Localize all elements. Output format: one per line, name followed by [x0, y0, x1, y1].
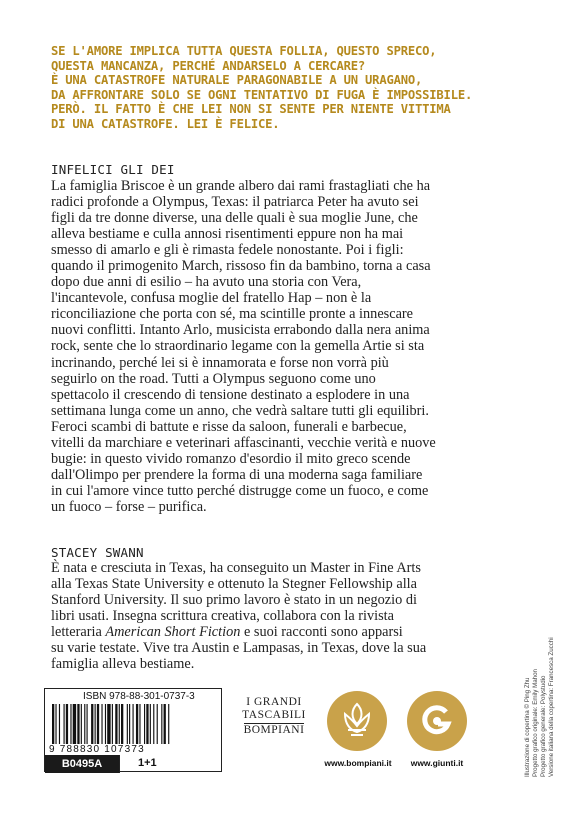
series-line: BOMPIANI: [243, 724, 305, 736]
synopsis-title: INFELICI GLI DEI: [51, 162, 175, 177]
edition-code: 1+1: [119, 755, 223, 773]
synopsis-body: [51, 178, 491, 515]
synopsis-line: bugie: in questo vivido romanzo d'esordio il mito greco scende: [51, 450, 411, 467]
synopsis-line: vitelli da marchiare e veterinari affascinanti, vecchie verità e nuove: [51, 434, 436, 451]
giunti-url: www.giunti.it: [410, 758, 464, 768]
quote-line: DI UNA CATASTROFE. LEI È FELICE.: [51, 116, 280, 131]
author-bio: [51, 560, 491, 672]
credit-line: Versione italiana della copertina: Francesca Zucchi: [548, 637, 555, 777]
quote-line: QUESTA MANCANZA, PERCHÉ ANDARSELO A CERCARE?: [51, 58, 366, 73]
isbn-box: [44, 688, 222, 772]
author-title: STACEY SWANN: [51, 545, 144, 560]
isbn-number: ISBN 978-88-301-0737-3: [83, 691, 195, 702]
synopsis-line: rock, sente che lo straordinario legame con la gemella Artie si sta: [51, 338, 425, 355]
author-line: famiglia alleva bestiame.: [51, 656, 195, 673]
synopsis-line: La famiglia Briscoe è un grande albero dai rami frastagliati che ha: [51, 178, 431, 194]
quote-line: DA AFFRONTARE SOLO SE OGNI TENTATIVO DI FUGA È IMPOSSIBILE.: [51, 87, 473, 102]
author-line-post: e suoi racconti sono apparsi: [240, 624, 403, 641]
synopsis-line: alleva bestiame e culla annosi risentimenti eppure non ha mai: [51, 226, 404, 243]
synopsis-line: Feroci scambi di battute e risse da saloon, funerali e barbecue,: [51, 418, 407, 435]
synopsis-line: radici profonde a Olympus, Texas: il patriarca Peter ha avuto sei: [51, 194, 419, 211]
author-line: alla Texas State University e ottenuto la Stegner Fellowship alla: [51, 576, 418, 593]
author-line-pre: letteraria: [51, 624, 106, 641]
series-line: TASCABILI: [242, 708, 306, 721]
synopsis-line: riconciliazione che porta con sé, ma scintille pronte a innescare: [51, 306, 414, 323]
author-line: È nata e cresciuta in Texas, ha conseguito un Master in Fine Arts: [51, 560, 421, 576]
quote-line: PERÒ. IL FATTO È CHE LEI NON SI SENTE PER NIENTE VITTIMA: [51, 102, 451, 117]
series-name: [238, 696, 310, 737]
credit-line: Progetto grafico generale: Polystudio: [540, 675, 547, 777]
quote-line: SE L'AMORE IMPLICA TUTTA QUESTA FOLLIA, QUESTO SPRECO,: [51, 44, 437, 58]
barcode-digits: 9 788830 107373: [49, 744, 145, 755]
barcode-icon: [51, 704, 216, 744]
synopsis-line: figli da tre donne diverse, una delle quali è sua moglie June, che: [51, 210, 418, 227]
synopsis-line: un fuoco – forse – purifica.: [51, 498, 207, 515]
synopsis-line: incrinando, perché lei si è innamorata e forse non vorrà più: [51, 354, 389, 371]
credit-line: Progetto grafico originale: Emily Mahon: [532, 669, 539, 777]
synopsis-line: quando il primogenito March, rissoso fin da bambino, torna a casa: [51, 258, 431, 275]
synopsis-line: spettacolo il crescendo di tensione destinato a esplodere in una: [51, 386, 410, 403]
synopsis-line: seguirlo on the road. Tutti a Olympus seguono come uno: [51, 370, 376, 387]
quote-line: È UNA CATASTROFE NATURALE PARAGONABILE A UN URAGANO,: [51, 73, 423, 88]
synopsis-line: smesso di amarlo e gli è rimasta fedele nonostante. Poi i figli:: [51, 242, 404, 259]
credit-line: Illustrazione di copertina © Ping Zhu: [524, 677, 531, 777]
cover-quote: [51, 44, 491, 132]
cover-credits: [476, 637, 562, 777]
author-line: [51, 624, 491, 640]
magazine-title: American Short Fiction: [105, 624, 241, 641]
synopsis-line: dall'Olimpo per prendere la forma di una moderna saga familiare: [51, 466, 423, 483]
synopsis-line: settimana lunga come un anno, che vedrà saltare tutti gli equilibri.: [51, 402, 429, 419]
series-line: I GRANDI: [246, 696, 302, 708]
author-line: libri usati. Insegna scrittura creativa, collabora con la rivista: [51, 608, 394, 625]
synopsis-line: nuovi conflitti. Intanto Arlo, musicista errabondo dalla nera anima: [51, 322, 430, 339]
synopsis-line: l'incantevole, confusa moglie del fratello Hap – non è la: [51, 290, 372, 307]
product-code: B0495A: [45, 755, 119, 773]
synopsis-line: in cui l'amore vince tutto perché distrugge come un fuoco, e come: [51, 482, 429, 499]
author-line: Stanford University. Il suo primo lavoro è stato in un negozio di: [51, 592, 417, 609]
bompiani-logo-icon: [326, 690, 388, 752]
bompiani-url: www.bompiani.it: [324, 758, 392, 768]
author-line: su varie testate. Vive tra Austin e Lampasas, in Texas, dove la sua: [51, 640, 427, 657]
synopsis-line: dopo due anni di esilio – ha avuto una storia con Vera,: [51, 274, 362, 291]
giunti-logo-icon: [406, 690, 468, 752]
